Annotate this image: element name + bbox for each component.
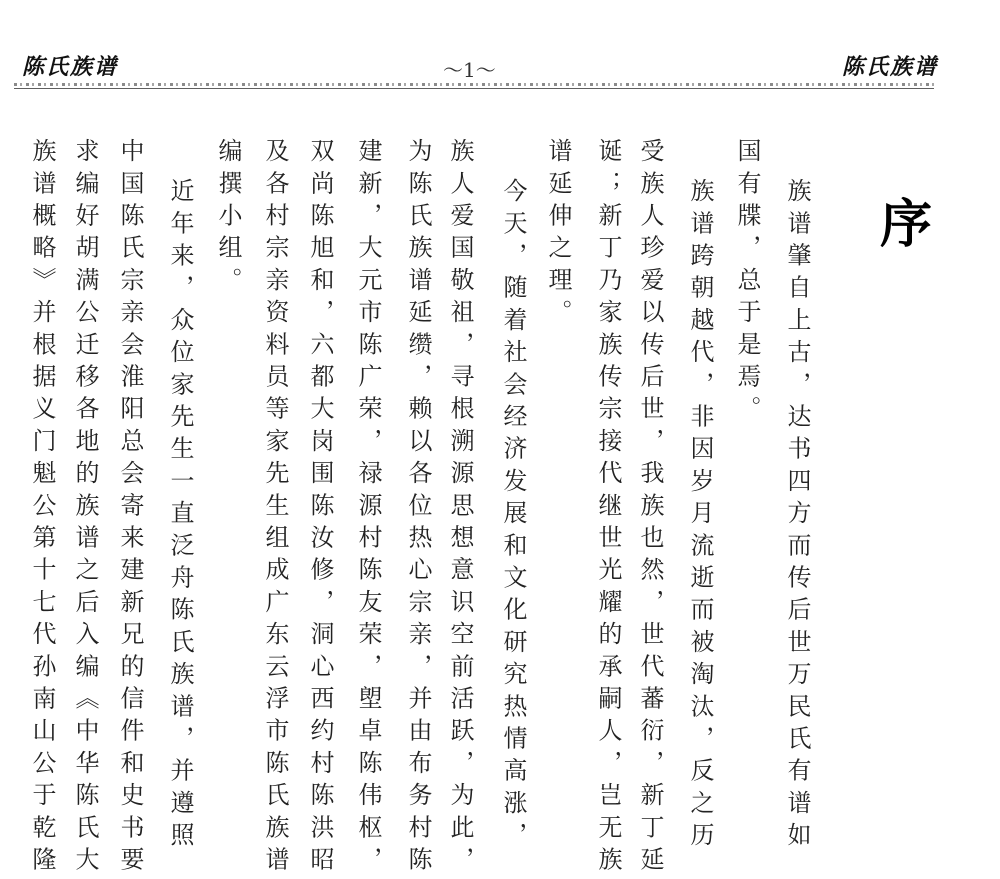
text-column: 族谱跨朝越代，非因岁月流逝而被淘汰，反之历 xyxy=(686,178,714,855)
text-column: 近年来，众位家先生一直泛舟陈氏族谱，并遵照 xyxy=(166,178,194,855)
text-column: 及各村宗亲资料员等家先生组成广东云浮市陈氏族谱 xyxy=(261,138,289,879)
text-column: 谱延伸之理。 xyxy=(544,138,572,332)
text-column: 族谱概略》并根据义门魁公第十七代孙南山公于乾隆 xyxy=(28,138,56,879)
text-column: 诞；新丁乃家族传宗接代继世光耀的承嗣人，岂无族 xyxy=(594,138,622,879)
decorative-header-rule xyxy=(14,83,934,89)
header-left-title: 陈氏族谱 xyxy=(22,55,119,80)
text-column: 中国陈氏宗亲会淮阳总会寄来建新兄的信件和史书要 xyxy=(116,138,144,879)
text-column: 族谱肇自上古，达书四方而传后世万民氏有谱如 xyxy=(783,178,811,855)
text-column: 受族人珍爱以传后世，我族也然，世代蕃衍，新丁延 xyxy=(636,138,664,879)
text-column: 族人爱国敬祖，寻根溯源思想意识空前活跃，为此， xyxy=(446,138,474,879)
text-column: 建新，大元市陈广荣，禄源村陈友荣，塱卓陈伟枢， xyxy=(354,138,382,879)
header-right-title: 陈氏族谱 xyxy=(841,55,938,80)
text-column: 双尚陈旭和，六都大岗围陈汝修，洞心西约村陈洪昭 xyxy=(306,138,334,879)
text-column: 求编好胡满公迁移各地的族谱之后入编《中华陈氏大 xyxy=(71,138,99,879)
text-column: 国有牒，总于是焉。 xyxy=(733,138,761,428)
text-column: 今天，随着社会经济发展和文化研究热情高涨， xyxy=(499,178,527,855)
text-column: 为陈氏族谱延缵，赖以各位热心宗亲，并由布务村陈 xyxy=(404,138,432,879)
text-column: 编撰小组。 xyxy=(214,138,242,299)
page-number: ～1～ xyxy=(443,58,496,82)
section-title: 序 xyxy=(880,194,933,255)
